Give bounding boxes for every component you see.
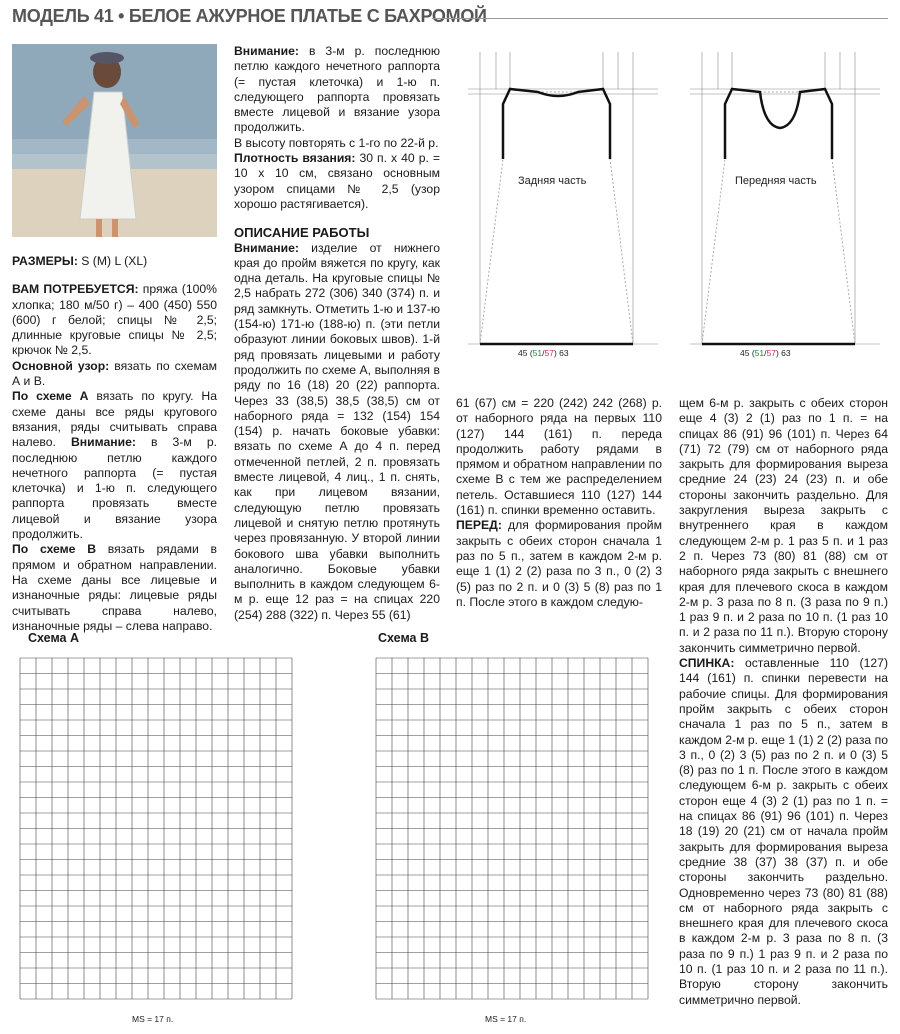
sizes-label: РАЗМЕРЫ: (12, 254, 78, 268)
scheme-a-repeat: MS = 17 п. (132, 1014, 174, 1024)
scheme-a-label: По схеме А (12, 389, 89, 404)
work-text: изделие от нижнего края до пройм вяжется по кругу, как одна деталь. На круговые спицы № 2,5 набрать 272 (306) 340 (374) п. и ряд замкнуть. Отметить 1-ю и 137-ю (154-ю) 171-ю (188-ю) п. (эти петли образуют линии боковых швов). 1-й ряд провязать лицевыми и работу продолжить по схеме А, выполняя в ряду по 16 (18) 20 (22) раппорта. Через 33 (38,5) 38,5 (38,5) см от наборного ряда = 132 (154) 154 (154) р. начать боковые убавки: вязать по схеме А до 4 п. перед отмеченной петлей, 2 п. провязать вместе лицевой, 4 лиц., 1 п. снять, как при лицевом вязании, следующую петлю провязать лицевой и снятую петлю протянуть через провязанную. У второй линии бокового шва убавки выполнить аналогично. Боковые убавки выполнить в каждом следующем 6-м р. еще 12 раз = на спицах 220 (254) 288 (322) п. Через 55 (61) (234, 240, 440, 622)
work-title: ОПИСАНИЕ РАБОТЫ (234, 225, 370, 241)
col4-text: щем 6-м р. закрыть с обеих сторон еще 4 (3) 2 (1) раз по 1 п. = на спицах 86 (91) 96 (101) п. Через 64 (71) 72 (79) см от наборного ряда закрыть для формирования выреза средние 24 (23) 24 (23) п. и обе стороны закончить раздельно. Для закругления выреза закрыть с внутреннего края в каждом следующем 2-м р. 1 раз 5 п. и 1 раз 2 п. Через 73 (80) 81 (88) см от наборного ряда закрыть с внешнего края для плечевого скоса в каждом 2-м р. 3 раза по 8 п. (3 раза по 9 п.) 1 раз 9 п. и 2 раза по 10 п. (1 раз 10 п. и 2 раза по 11 п.). Вторую сторону закончить симметрично первой. (679, 396, 888, 655)
scheme-b-desc: вязать рядами в прямом и обратном направлении. На схеме даны все лицевые и изнаночные ряды: лицевые ряды считывать справа налево, изнаночные ряды – слева направо. (12, 542, 217, 633)
scheme-a-title: Схема А (28, 631, 79, 645)
col3-text: 61 (67) см = 220 (242) 242 (268) р. от наборного ряда на первых 110 (127) 144 (161) п. переда продолжить работу рядами в прямом и обратном направлении по схеме В с тем же распределением петель. Оставшиеся 110 (127) 144 (161) п. спинки временно оставить. (456, 396, 662, 518)
front-label-text: Передняя часть (735, 175, 817, 187)
column-2-top (234, 44, 440, 623)
sizes-value: S (M) L (XL) (81, 254, 148, 268)
back-pattern-diagram (458, 44, 668, 364)
scheme-b-label: По схеме В (12, 542, 96, 557)
scheme-a-chart (12, 656, 328, 1026)
column-3 (456, 396, 662, 610)
main-pattern-label: Основной узор: (12, 358, 110, 373)
front-text: для формирования пройм закрыть с обеих сторон сначала 1 раз по 5 п., затем в каждом 2-м р. еще 1 (1) 2 (2) раза по 3 п., 0 (2) 3 (5) раз по 2 п. и 0 (3) 5 (8) раз по 1 п. После этого в каждом следую- (456, 518, 662, 609)
col2-repeat: В высоту повторять с 1-го по 22-й р. (234, 135, 439, 150)
back-text: оставленные 110 (127) 144 (161) п. спинки перевести на рабочие спицы. Для формирования пройм закрыть с обеих сторон сначала 1 раз по 5 п., затем в каждом 2-м р. еще 1 (1) 2 (2) раза по 3 п., 0 (2) 3 (5) раз по 2 п. и 0 (3) 5 (8) раз по 1 п. После этого в каждом следующем 6-м р. закрыть с обеих сторон еще 4 (3) 2 (1) раз по 1 п. = на спицах 86 (91) 96 (101) п. Через 18 (19) 20 (21) см от начала пройм закрыть для формирования выреза средние 38 (37) 38 (37) п. и обе стороны закончить раздельно. Одновременно через 73 (80) 81 (88) см от наборного ряда закрыть с внешнего края для плечевого скоса в каждом 2-м р. 3 раза по 8 п. (3 раза по 9 п.) 1 раз 9 п. и 2 раза по 10 п. (1 раз 10 п. и 2 раза по 11 п.). Вторую сторону закончить симметрично первой. (679, 656, 888, 1007)
model-photo (12, 44, 217, 237)
front-pattern-diagram (680, 44, 890, 364)
column-4 (679, 396, 888, 1008)
front-width: 45 (51/57) 63 (740, 348, 791, 358)
scheme-b-title: Схема В (378, 631, 429, 645)
density-label: Плотность вязания: (234, 151, 356, 166)
header-rule (432, 18, 888, 19)
front-label: ПЕРЕД: (456, 518, 502, 533)
work-note-label: Внимание: (234, 240, 299, 255)
scheme-a-note: в 3-м р. последнюю петлю каждого нечетного раппорта (= пустая клеточка) и 1-ю п. следующего раппорта провязать вместе лицевой и вязание узора продолжить. (12, 435, 217, 542)
scheme-b-repeat: MS = 17 п. (485, 1014, 527, 1024)
page-title: МОДЕЛЬ 41 • БЕЛОЕ АЖУРНОЕ ПЛАТЬЕ С БАХРОМОЙ (12, 6, 487, 26)
density-text: 30 п. х 40 р. = 10 х 10 см, связано основным узором спицами № 2,5 (узор хорошо растягивается). (234, 151, 440, 211)
scheme-a-note-label: Внимание: (70, 435, 136, 450)
column-1 (12, 254, 217, 634)
col2-note-label: Внимание: (234, 44, 299, 58)
scheme-b-chart (360, 656, 676, 1026)
main-pattern-text: вязать по схемам А и В. (12, 358, 217, 389)
scheme-a-desc: вязать по кругу. На схеме даны все ряды кругового вязания, ряды считывать справа налево. (12, 389, 217, 450)
needs-text: пряжа (100% хлопка; 180 м/50 г) – 400 (450) 550 (600) г белой; спицы № 2,5; длинные круговые спицы № 2,5; крючок № 2,5. (12, 282, 218, 358)
page-header (12, 6, 888, 34)
back-label-text: Задняя часть (518, 175, 587, 187)
back-label: СПИНКА: (679, 656, 735, 671)
col2-note: в 3-м р. последнюю петлю каждого нечетного раппорта (= пустая клеточка) и 1-ю п. следующего раппорта провязать вместе лицевой и вязание узора продолжить. (234, 44, 440, 135)
back-width: 45 (51/57) 63 (518, 348, 569, 358)
needs-label: ВАМ ПОТРЕБУЕТСЯ: (12, 282, 139, 297)
